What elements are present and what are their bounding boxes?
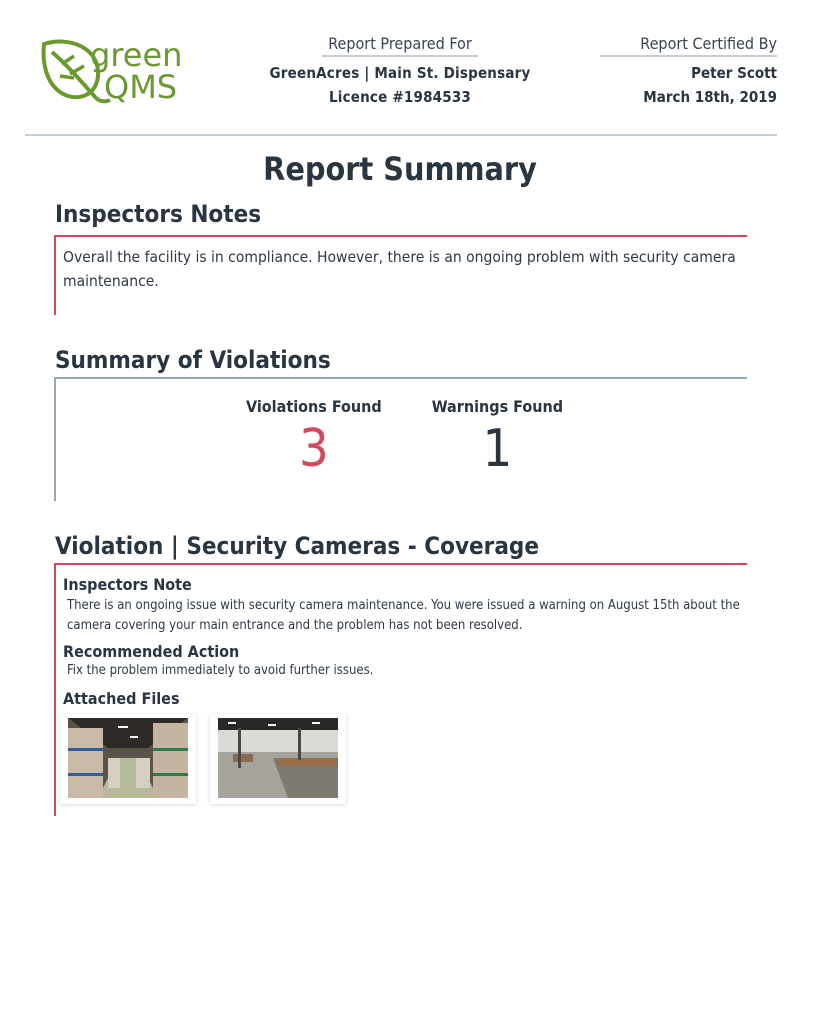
- warnings-count: 1: [482, 419, 513, 479]
- violations-stat: [246, 397, 382, 480]
- summary-box: [54, 377, 747, 501]
- svg-text:green: green: [90, 36, 183, 74]
- inspector-note-text: There is an ongoing issue with security camera maintenance. You were issued a warning on August 15th about the camera covering your main entrance and the problem has not been resolved.: [67, 598, 740, 633]
- recommended-action-title: Recommended Action: [63, 642, 240, 661]
- inspectors-notes-box: [54, 235, 747, 315]
- summary-title: Summary of Violations: [55, 346, 331, 374]
- warnings-label: Warnings Found: [431, 397, 564, 416]
- violation-box: [54, 563, 747, 816]
- attached-file-thumbnail[interactable]: [210, 714, 346, 804]
- violations-label: Violations Found: [246, 397, 382, 416]
- certifier-name: Peter Scott: [691, 64, 777, 82]
- certification-date: March 18th, 2019: [643, 88, 777, 106]
- prepared-for-block: [262, 34, 538, 109]
- violations-count: 3: [298, 419, 329, 479]
- header-divider: [25, 134, 777, 136]
- stats-row: [246, 397, 563, 480]
- certified-by-block: [600, 34, 777, 109]
- attached-files-list: [60, 714, 747, 804]
- certified-by-label: Report Certified By: [600, 34, 777, 57]
- greenqms-logo: [40, 36, 200, 104]
- inspectors-notes-title: Inspectors Notes: [55, 200, 262, 228]
- warnings-stat: [432, 397, 563, 480]
- attached-file-thumbnail[interactable]: [60, 714, 196, 804]
- attached-files-title: Attached Files: [63, 689, 180, 708]
- prepared-for-label: Report Prepared For: [322, 34, 478, 57]
- client-name: GreenAcres | Main St. Dispensary: [269, 64, 531, 82]
- recommended-action-text: Fix the problem immediately to avoid further issues.: [67, 663, 374, 678]
- inspector-note-title: Inspectors Note: [63, 575, 192, 594]
- svg-text:QMS: QMS: [104, 68, 178, 104]
- warehouse-floor-photo-icon: [218, 718, 338, 798]
- violation-title: Violation | Security Cameras - Coverage: [55, 532, 539, 560]
- page-title: Report Summary: [263, 150, 537, 188]
- inspectors-notes-text: Overall the facility is in compliance. However, there is an ongoing problem with security camera maintenance.: [63, 248, 736, 290]
- warehouse-shelves-photo-icon: [68, 718, 188, 798]
- leaf-icon: [40, 36, 200, 104]
- report-header: [0, 0, 814, 130]
- licence-number: Licence #1984533: [328, 88, 472, 106]
